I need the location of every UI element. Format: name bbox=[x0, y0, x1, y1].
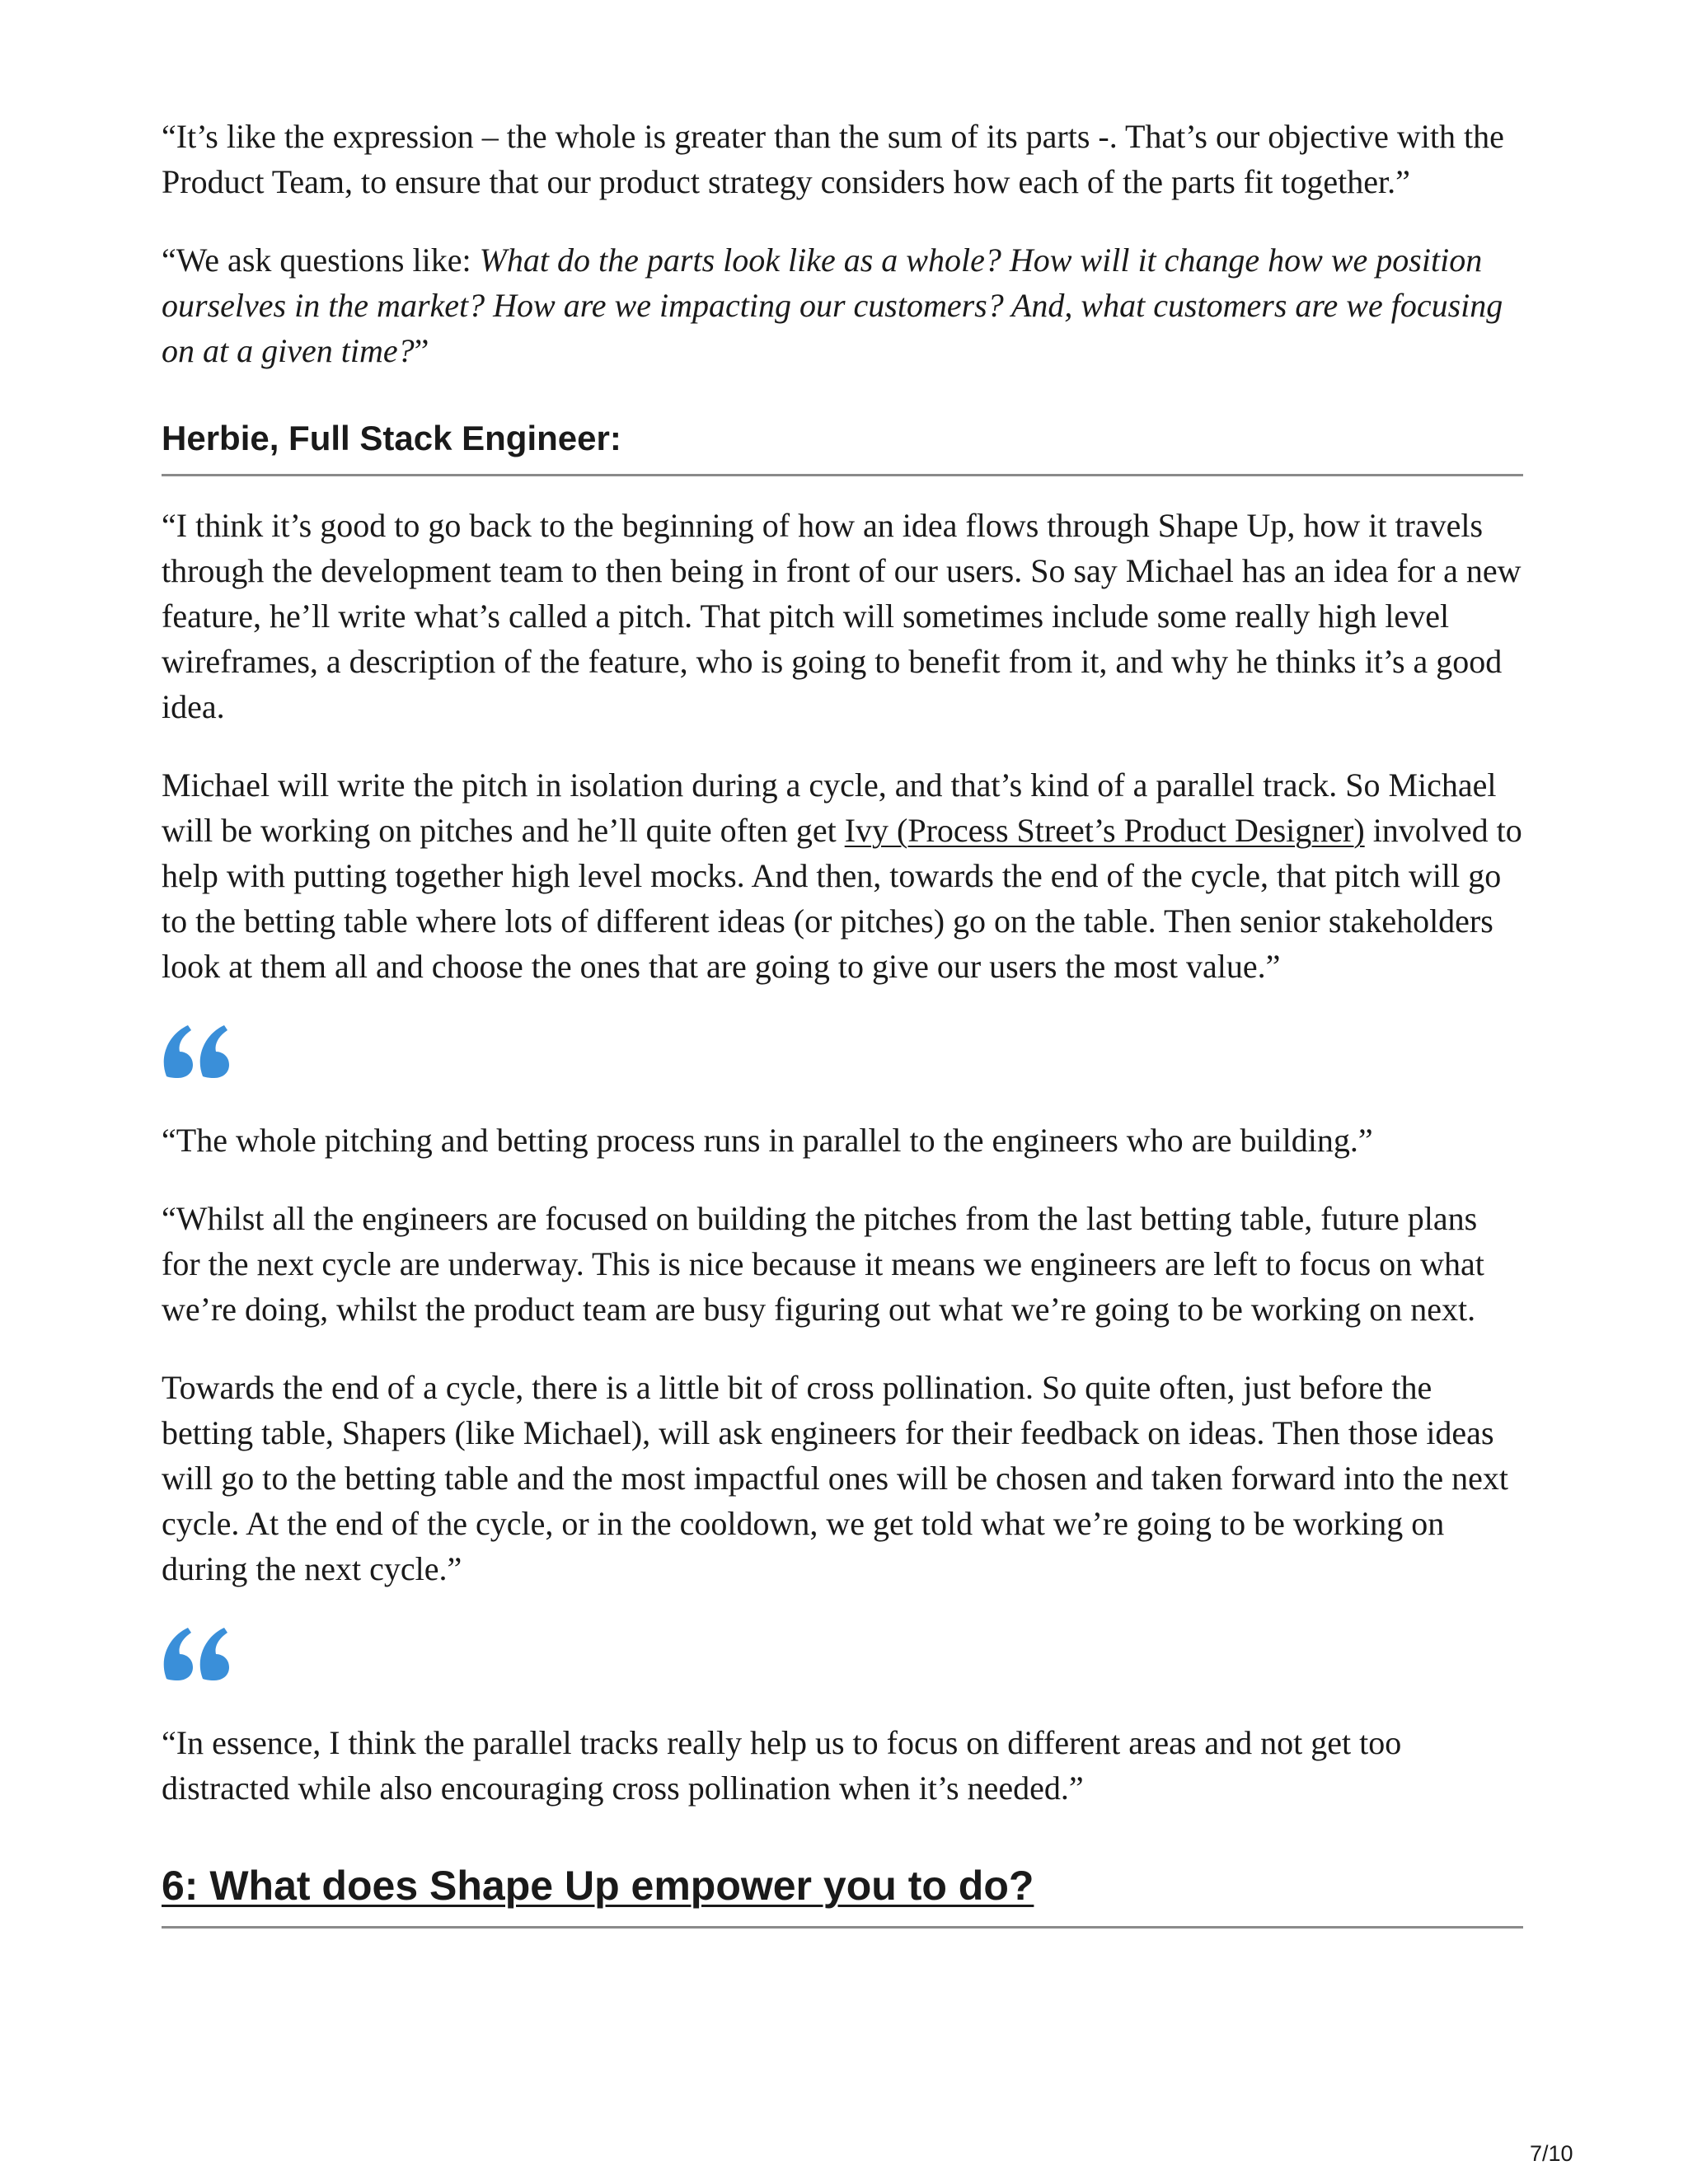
paragraph-engineers-focus: “Whilst all the engineers are focused on building the pitches from the last betting table, future plans for the next cycle are underway. This is nice because it means we engineers are left to focus on what we’re doing, whilst the product team are busy figuring out what we’re going to be working on next. bbox=[162, 1200, 1484, 1328]
article-body bbox=[162, 114, 1523, 1929]
ivy-designer-link[interactable]: Ivy (Process Street’s Product Designer) bbox=[844, 812, 1365, 849]
pull-quote-parallel: “The whole pitching and betting process runs in parallel to the engineers who are building.” bbox=[162, 1122, 1373, 1159]
questions-end: ” bbox=[414, 332, 429, 369]
section-heading bbox=[162, 1860, 1523, 1929]
paragraph-pitch-isolation bbox=[162, 762, 1523, 989]
pitch-isolation-end: involved to help with putting together high level mocks. And then, towards the end of the cycle, that pitch will go to the betting table where lots of different ideas (or pitches) go on the table. Then senior stakeholders look at them all and choose the ones that are going to give our users the most value.” bbox=[162, 812, 1522, 985]
questions-italic: What do the parts look like as a whole? How will it change how we position ourselves in the market? How are we impacting our customers? And, what customers are we focusing on at a given time? bbox=[162, 241, 1503, 369]
herbie-heading: Herbie, Full Stack Engineer: bbox=[162, 416, 1523, 476]
paragraph-questions bbox=[162, 237, 1523, 373]
quote-open-icon bbox=[162, 1022, 1523, 1101]
paragraph-cross-pollination: Towards the end of a cycle, there is a little bit of cross pollination. So quite often, just before the betting table, Shapers (like Michael), will ask engineers for their feedback on ideas. Then those ideas will go to the betting table and the most impactful ones will be chosen and taken forward into the next cycle. At the end of the cycle, or in the cooldown, we get told what we’re going to be working on during the next cycle.” bbox=[162, 1369, 1509, 1587]
paragraph-idea-flow: “I think it’s good to go back to the beginning of how an idea flows through Shape Up, how it travels through the development team to then being in front of our users. So say Michael has an idea for a new feature, he’ll write what’s called a pitch. That pitch will sometimes include some really high level wireframes, a description of the feature, who is going to benefit from it, and why he thinks it’s a good idea. bbox=[162, 507, 1522, 725]
page-number: 7/10 bbox=[1530, 2141, 1573, 2166]
pitch-isolation-lead: Michael will write the pitch in isolation during a cycle, and that’s kind of a parallel track. So Michael will be working on pitches and he’ll quite often get bbox=[162, 766, 1497, 849]
quote-open-icon bbox=[162, 1624, 1523, 1704]
questions-lead: “We ask questions like: bbox=[162, 241, 480, 279]
pull-quote-essence: “In essence, I think the parallel tracks really help us to focus on different areas and not get too distracted while also encouraging cross pollination when it’s needed.” bbox=[162, 1724, 1402, 1807]
section-heading-link[interactable]: 6: What does Shape Up empower you to do? bbox=[162, 1863, 1034, 1909]
paragraph-whole-greater: “It’s like the expression – the whole is greater than the sum of its parts -. That’s our objective with the Product Team, to ensure that our product strategy considers how each of the parts fit together.” bbox=[162, 118, 1504, 200]
